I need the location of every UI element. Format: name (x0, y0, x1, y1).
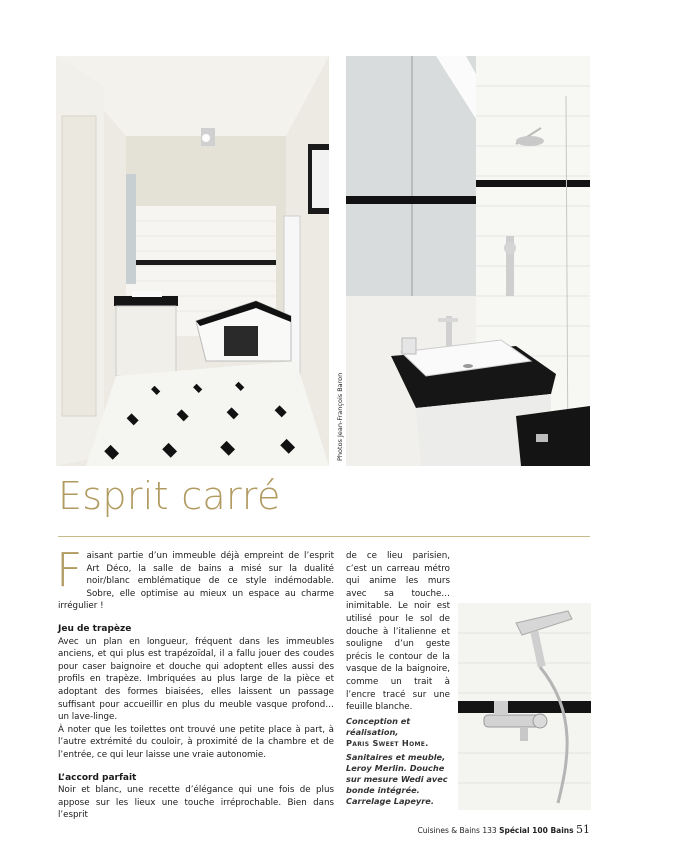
intro-paragraph: Faisant partie d’un immeuble déjà empreint de l’esprit Art Déco, la salle de bains a misé sur la dualité noir/blanc emblématique de ce style indémodable. Sobre, elle optimise au mieux un espace au charme irrégulier ! (56, 543, 334, 612)
article-column-left (56, 543, 334, 822)
body-paragraph: À noter que les toilettes ont trouvé une petite place à part, à l’autre extrémité du couloir, à proximité de la chambre et de l’entrée, ce qui leur laisse une vraie autonomie. (58, 724, 334, 760)
bathroom-overview-photo (56, 56, 329, 466)
article-column-right (346, 550, 590, 724)
section-heading-accord: L’accord parfait (58, 772, 137, 783)
title-divider (58, 536, 590, 537)
body-paragraph: Noir et blanc, une recette d’élégance qui une fois de plus appose sur les lieux une touche irréprochable. Bien dans l’esprit (58, 785, 334, 821)
washbasin-shower-photo (346, 56, 590, 466)
body-paragraph: de ce lieu parisien, c’est un carreau métro qui anime les murs avec sa touche… inimitable. Le noir est utilisé pour le sol de douche à l’italienne et souligne d’un geste précis le contour de la vasque de la baignoire, comme un trait à l’encre tracé sur une feuille blanche. (346, 551, 450, 713)
company-name: Paris Sweet Home. (346, 737, 429, 748)
body-paragraph: Avec un plan en longueur, fréquent dans les immeubles anciens, et qui plus est trapézoïdal, il a fallu jouer des coudes pour caser baignoire et douche qui adoptent elles aussi des profils en trapèze. Imbriquées au plus large de la pièce et adoptant des formes biaisées, elles laissent un passage suffisant pour accueillir en plus du meuble vasque profond… un lave-linge. (58, 636, 334, 723)
drop-cap: F (56, 543, 83, 597)
special-issue: Spécial 100 Bains (499, 826, 574, 835)
photo-credit: Photos Jean-François Baron (336, 372, 344, 461)
article-title: Esprit carré (58, 474, 281, 518)
page-number: 51 (576, 823, 590, 836)
page-footer (418, 823, 590, 836)
magazine-name: Cuisines & Bains 133 (417, 826, 497, 835)
credits-box: Conception et réalisation, Paris Sweet Home. Sanitaires et meuble, Leroy Merlin. Douche sur mesure Wedi avec bonde intégrée. Carrelage Lapeyre. (346, 716, 452, 806)
section-heading-trapeze: Jeu de trapèze (58, 623, 132, 634)
